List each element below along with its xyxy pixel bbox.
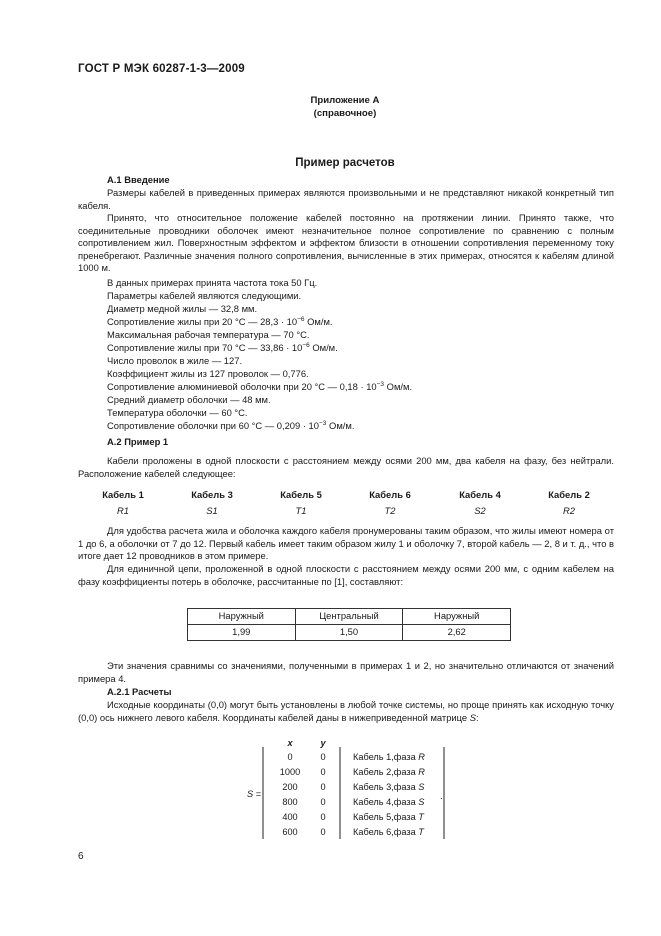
matrix-y-value: 0 — [320, 812, 326, 822]
paragraph-a2-3: Для единичной цепи, проложенной в одной плоскости с расстоянием между осями 200 мм, с одним кабелем на фазу коэффициенты потерь в оболочке, рассчитанные по [1], составляют: — [78, 563, 614, 587]
matrix-end-period: . — [440, 791, 443, 801]
paragraph-a2-2: Для удобства расчета жила и оболочка каждого кабеля пронумерованы таким образом, что жилы имеют номера от 1 до 6, а оболочки от 7 до 12. Первый кабель имеет таким образом жилу 1 и оболочку 7, второй кабель — 2, 8 и т. д., что в итоге дает 12 проводников в этом примере. — [78, 525, 614, 562]
matrix-row-description: Кабель 3,фаза S — [353, 782, 425, 792]
cable-name: Кабель 3 — [191, 489, 233, 500]
matrix-row-description: Кабель 1,фаза R — [353, 752, 425, 762]
matrix-x-value: 600 — [282, 827, 298, 837]
cable-name: Кабель 6 — [369, 489, 411, 500]
matrix-y-value: 0 — [320, 827, 326, 837]
param-frequency: В данных примерах принята частота тока 50 Гц. — [107, 277, 318, 288]
matrix-x-value: 400 — [282, 812, 298, 822]
param-sheath-resistance-60: Сопротивление оболочки при 60 °С — $0,209 \cdot 10^{-3}$ Ом/м. — [107, 420, 355, 431]
param-coefficient: Коэффициент жилы из 127 проволок — 0,776. — [107, 368, 309, 379]
cable-name: Кабель 4 — [459, 489, 501, 500]
matrix-row-description: Кабель 2,фаза R — [353, 767, 425, 777]
matrix-y-value: 0 — [320, 782, 326, 792]
cable-label: T1 — [295, 505, 307, 516]
section-heading-a21: А.2.1 Расчеты — [107, 686, 172, 697]
paragraph-a2-4: Эти значения сравнимы со значениями, полученными в примерах 1 и 2, но значительно отличаются от значений примера 4. — [78, 660, 614, 684]
param-max-temperature: Максимальная рабочая температура — 70 °С. — [107, 329, 310, 340]
matrix-x-value: 0 — [287, 752, 293, 762]
annex-subtitle: (справочное) — [313, 108, 377, 119]
matrix-col-x: x — [287, 738, 293, 748]
cable-label: T2 — [384, 505, 396, 516]
table-cell: 1,50 — [295, 625, 403, 641]
param-resistance-70: Сопротивление жилы при 70 °С — $33,86 \cdot 10^{-6}$ Ом/м. — [107, 342, 338, 353]
matrix-y-value: 0 — [320, 752, 326, 762]
cable-name: Кабель 1 — [102, 489, 144, 500]
paragraph-a1-1: Размеры кабелей в приведенных примерах являются произвольными и не представляют никакой конкретный тип кабеля. — [78, 187, 614, 211]
cable-label: S1 — [206, 505, 218, 516]
matrix-y-value: 0 — [320, 797, 326, 807]
param-sheath-temperature: Температура оболочки — 60 °С. — [107, 407, 248, 418]
matrix-row-description: Кабель 5,фаза T — [353, 812, 424, 822]
matrix-x-value: 800 — [282, 797, 298, 807]
cable-name: Кабель 5 — [280, 489, 322, 500]
matrix-col-y: y — [320, 738, 326, 748]
section-heading-a1: А.1 Введение — [107, 174, 170, 185]
matrix-y-value: 0 — [320, 767, 326, 777]
table-header-cell: Центральный — [295, 609, 403, 625]
main-title: Пример расчетов — [295, 157, 395, 169]
coordinate-matrix — [0, 735, 661, 840]
matrix-row-description: Кабель 4,фаза S — [353, 797, 425, 807]
table-row — [188, 609, 511, 625]
page-number: 6 — [78, 851, 84, 862]
table-header-cell: Наружный — [403, 609, 511, 625]
loss-factor-table — [187, 608, 511, 641]
param-resistance-20: Сопротивление жилы при 20 °С — $28,3 \cdot 10^{-6}$ Ом/м. — [107, 316, 333, 327]
param-intro: Параметры кабелей являются следующими. — [107, 290, 302, 301]
table-cell: 1,99 — [188, 625, 296, 641]
param-sheath-resistance-20: Сопротивление алюминиевой оболочки при 20 °С — $0,18 \cdot 10^{-3}$ Ом/м. — [107, 381, 413, 392]
table-cell: 2,62 — [403, 625, 511, 641]
cable-name: Кабель 2 — [548, 489, 590, 500]
document-header: ГОСТ Р МЭК 60287-1-3—2009 — [78, 63, 245, 75]
matrix-label: S = — [247, 789, 262, 799]
cable-label: S2 — [474, 505, 486, 516]
param-diameter: Диаметр медной жилы — 32,8 мм. — [107, 303, 258, 314]
section-heading-a2: А.2 Пример 1 — [107, 436, 169, 447]
cable-label: R2 — [563, 505, 575, 516]
matrix-x-value: 1000 — [279, 767, 301, 777]
matrix-row-description: Кабель 6,фаза T — [353, 827, 424, 837]
annex-title: Приложение А — [310, 95, 380, 106]
paragraph-a2-1: Кабели проложены в одной плоскости с расстоянием между осями 200 мм, два кабеля на фазу, без нейтрали. Расположение кабелей следующее: — [78, 455, 614, 479]
matrix-x-value: 200 — [282, 782, 298, 792]
cable-label: R1 — [117, 505, 129, 516]
paragraph-a21-1: Исходные координаты (0,0) могут быть установлены в любой точке системы, но проще принять как исходную точку (0,0) ось нижнего левого кабеля. Координаты кабелей даны в нижеприведенной матрице S: — [78, 699, 614, 723]
param-sheath-diameter: Средний диаметр оболочки — 48 мм. — [107, 394, 271, 405]
paragraph-a1-2: Принято, что относительное положение кабелей постоянно на протяжении линии. Принято также, что соединительные проводники оболочек имеют незначительное полное сопротивление по сравнению с полным сопротивлением жил. Поверхностным эффектом и эффектом близости в отношении сопротивления переменному току пренебрегают. Различные значения полного сопротивления, вычисленные в этих примерах, относятся к кабелям длиной 1000 м. — [78, 212, 614, 274]
table-row — [188, 625, 511, 641]
param-wire-count: Число проволок в жиле — 127. — [107, 355, 243, 366]
cable-arrangement — [0, 489, 661, 519]
table-header-cell: Наружный — [188, 609, 296, 625]
